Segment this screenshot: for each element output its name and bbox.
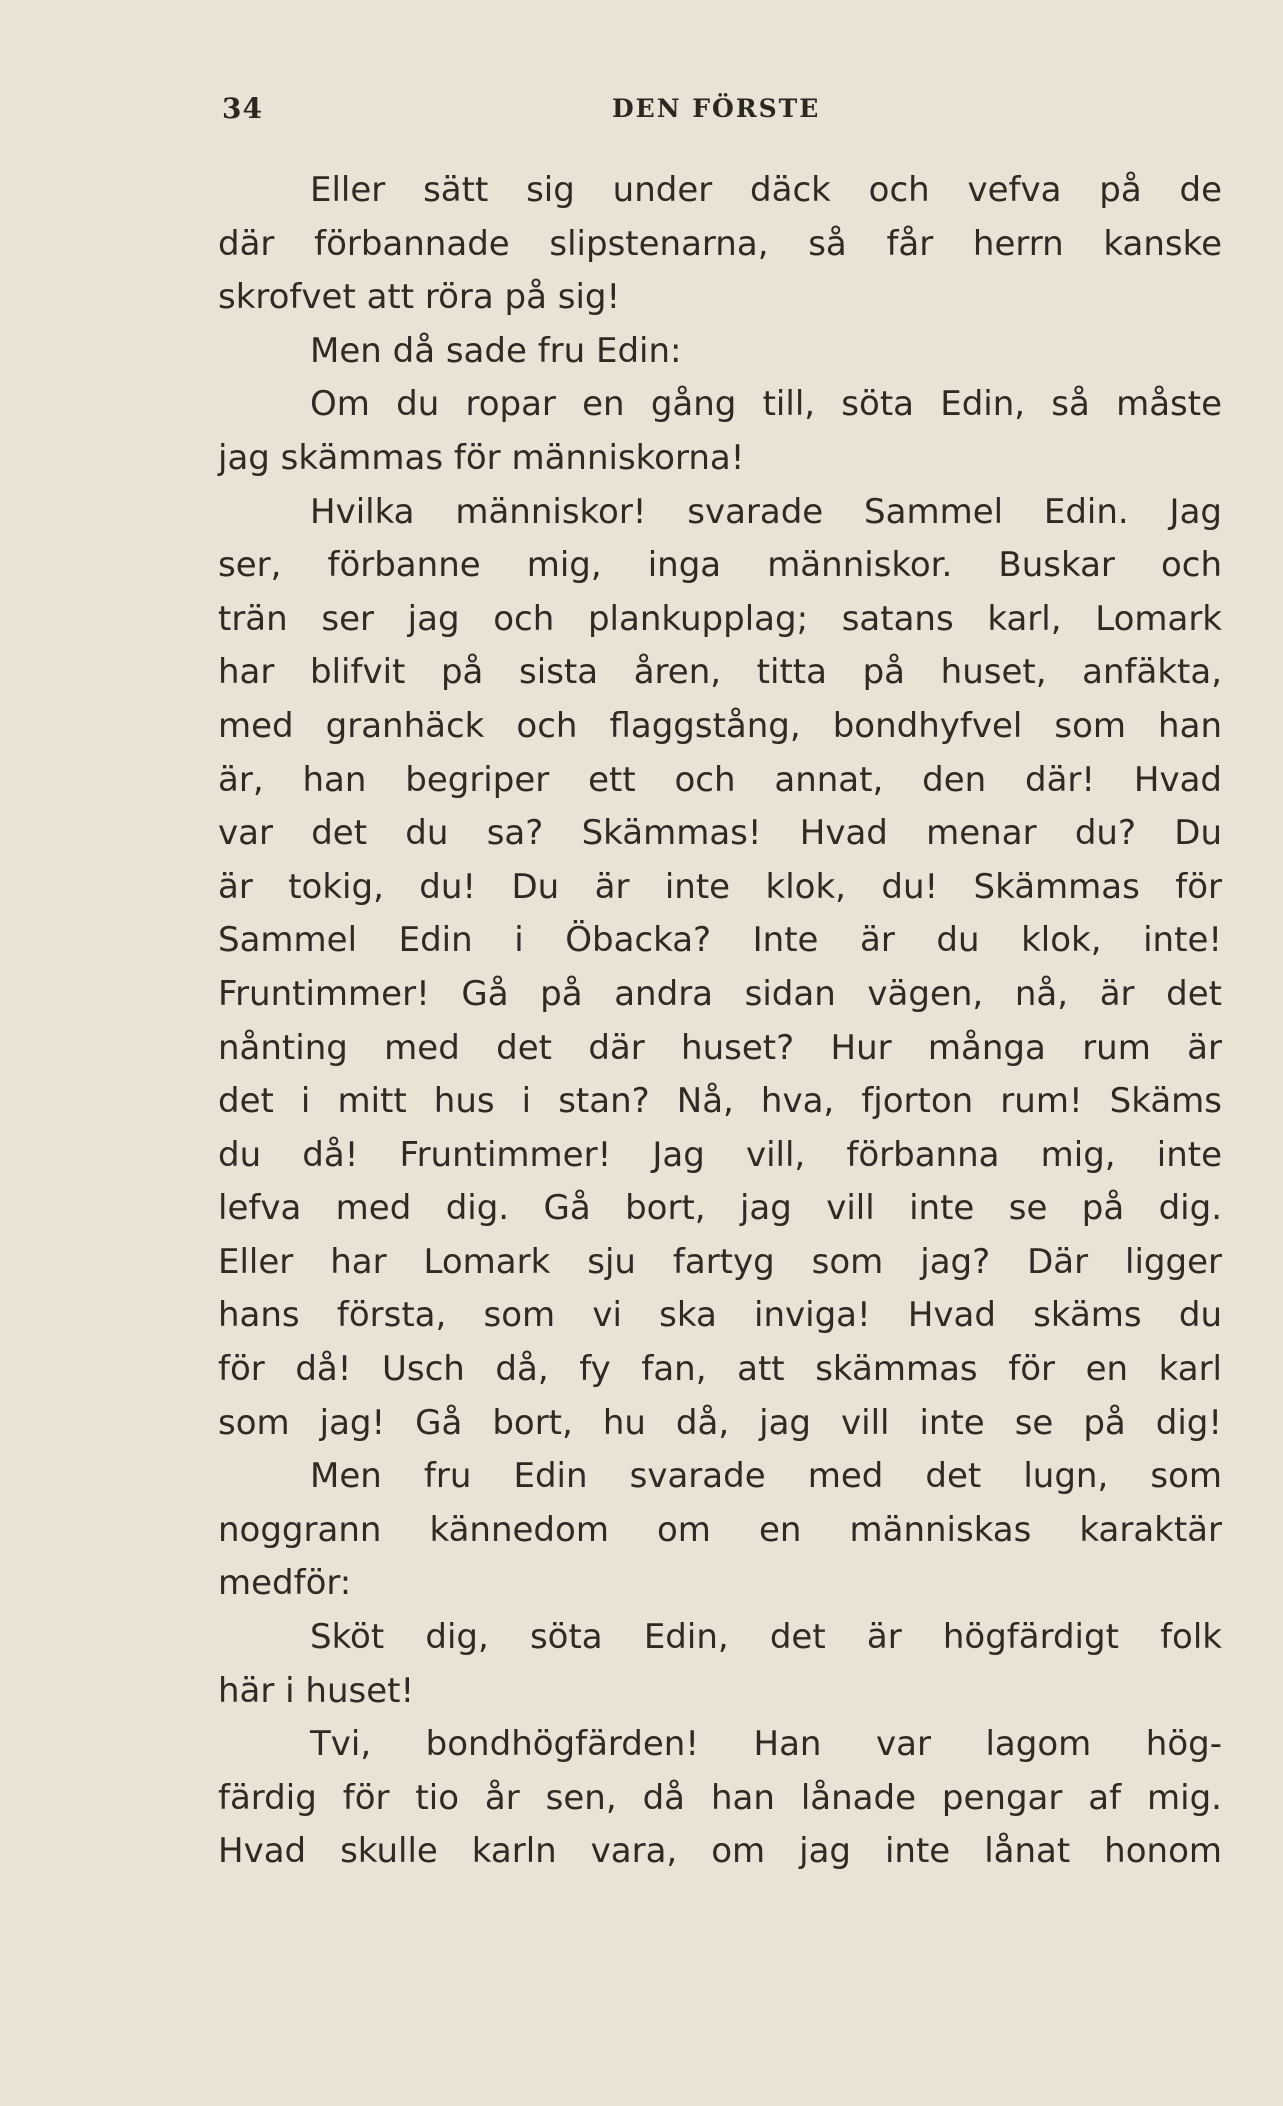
text-line: Eller har Lomark sju fartyg som jag? Där ligger [218, 1241, 1222, 1282]
text-line: är tokig, du! Du är inte klok, du! Skämmas för [218, 866, 1222, 907]
text-line: ser, förbanne mig, inga människor. Buskar och [218, 545, 1222, 586]
page-number: 34 [222, 92, 263, 125]
text-line: Sköt dig, söta Edin, det är högfärdigt folk [310, 1617, 1222, 1658]
text-line: Tvi, bondhögfärden! Han var lagom hög- [310, 1724, 1222, 1765]
running-title: DEN FÖRSTE [612, 94, 821, 123]
text-line: Fruntimmer! Gå på andra sidan vägen, nå, är det [218, 973, 1222, 1014]
text-line: Men då sade fru Edin: [310, 330, 682, 371]
text-line: lefva med dig. Gå bort, jag vill inte se på dig. [218, 1188, 1222, 1229]
text-line: har blifvit på sista åren, titta på huset, anfäkta, [218, 652, 1222, 693]
text-line: för då! Usch då, fy fan, att skämmas för en karl [218, 1349, 1222, 1390]
text-line: nånting med det där huset? Hur många rum är [218, 1027, 1222, 1068]
text-line: var det du sa? Skämmas! Hvad menar du? Du [218, 813, 1222, 854]
text-line: hans första, som vi ska inviga! Hvad skäms du [218, 1295, 1222, 1336]
text-line: noggrann kännedom om en människas karaktär [218, 1509, 1222, 1550]
text-line: Hvilka människor! svarade Sammel Edin. Jag [310, 491, 1222, 532]
text-line: Om du ropar en gång till, söta Edin, så måste [310, 384, 1222, 425]
text-line: färdig för tio år sen, då han lånade pengar af mig. [218, 1777, 1222, 1818]
text-line: Hvad skulle karln vara, om jag inte lånat honom [218, 1831, 1222, 1872]
text-line: Eller sätt sig under däck och vefva på de [310, 170, 1222, 210]
text-line: trän ser jag och plankupplag; satans karl, Lomark [218, 598, 1222, 639]
text-line: där förbannade slipstenarna, så får herrn kanske [218, 223, 1222, 264]
text-line: Men fru Edin svarade med det lugn, som [310, 1456, 1222, 1497]
text-line: som jag! Gå bort, hu då, jag vill inte se på dig! [218, 1402, 1222, 1443]
text-line: du då! Fruntimmer! Jag vill, förbanna mig, inte [218, 1134, 1222, 1175]
text-line: skrofvet att röra på sig! [218, 277, 621, 318]
text-line: medför: [218, 1563, 352, 1604]
text-line: här i huset! [218, 1670, 415, 1711]
text-line: det i mitt hus i stan? Nå, hva, fjorton rum! Skäms [218, 1081, 1222, 1122]
text-line: med granhäck och flaggstång, bondhyfvel som han [218, 705, 1222, 746]
running-head [222, 92, 1220, 132]
body-text [218, 164, 1222, 1879]
text-line: är, han begriper ett och annat, den där! Hvad [218, 759, 1222, 800]
text-line: jag skämmas för människorna! [218, 437, 745, 478]
text-line: Sammel Edin i Öbacka? Inte är du klok, inte! [218, 920, 1222, 961]
